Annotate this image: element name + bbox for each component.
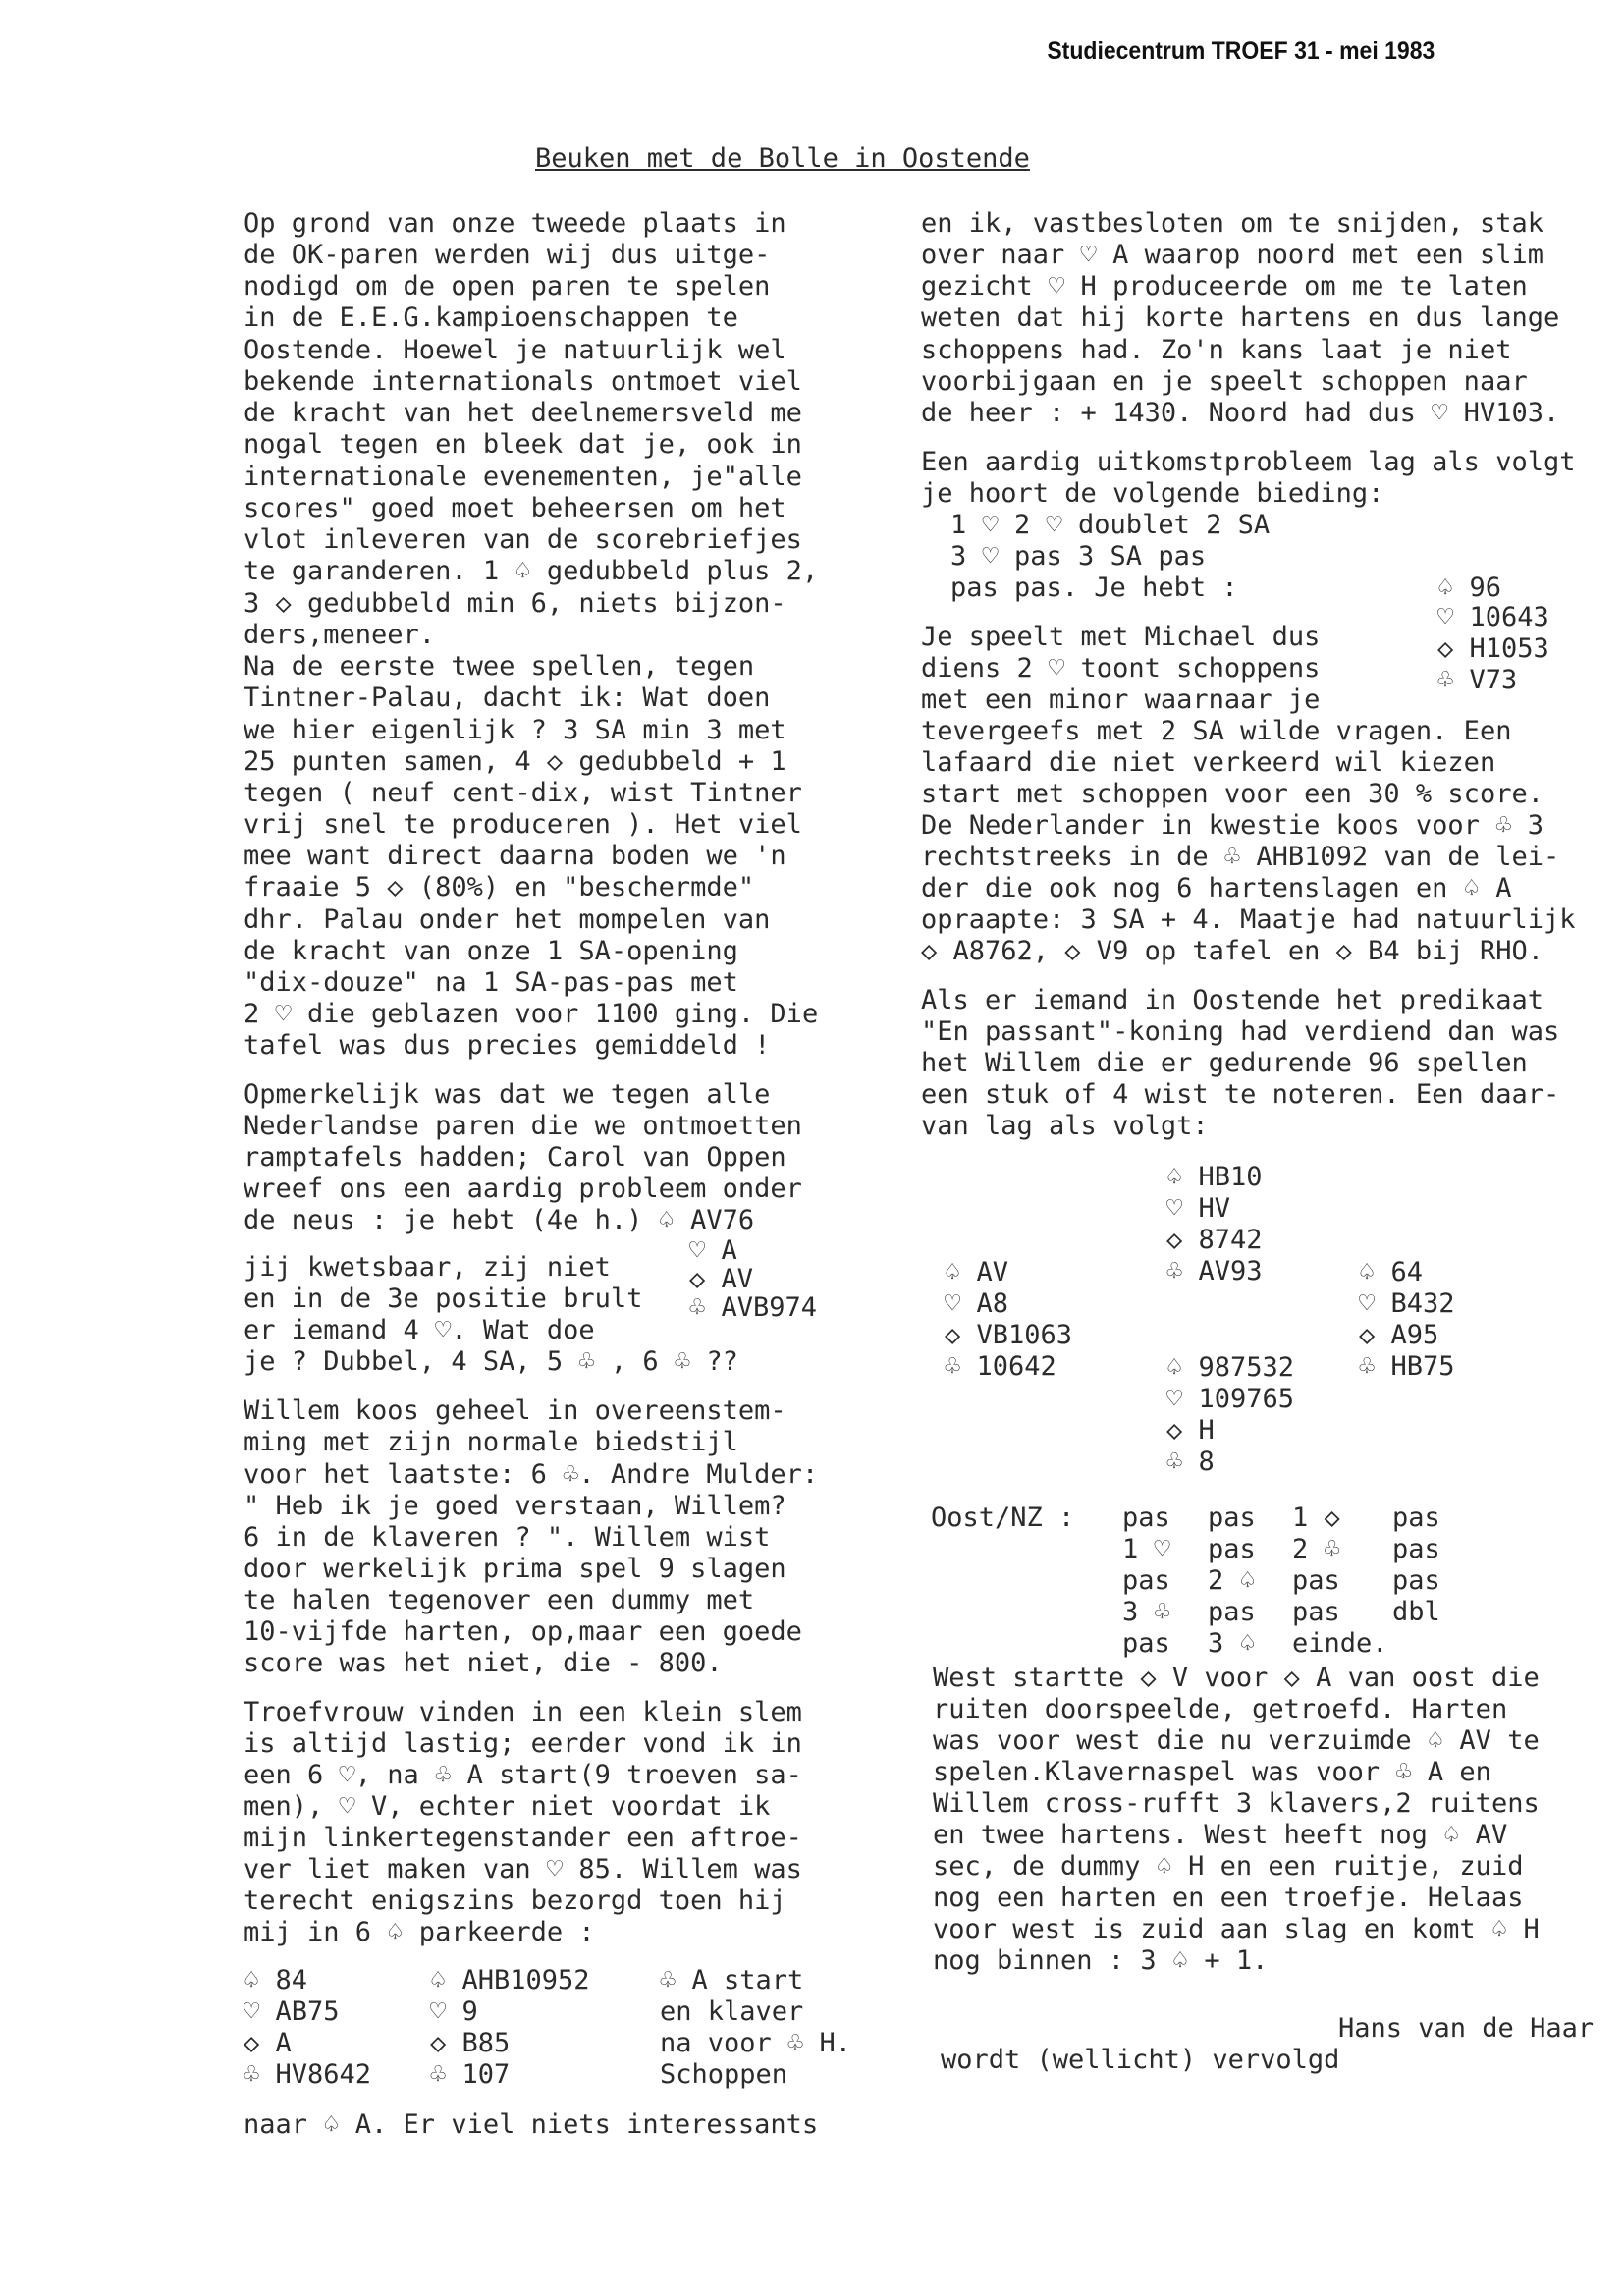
left-text-line: ◇ A: [244, 2028, 292, 2058]
south-hand-suit: ◇ H: [1166, 1415, 1215, 1446]
left-text-line: Schoppen: [660, 2059, 788, 2090]
left-text-line: ♡ A: [689, 1235, 737, 1266]
left-text-line: na voor ♧ H.: [660, 2028, 852, 2058]
south-hand-suit: ♧ 8: [1166, 1447, 1215, 1477]
right-text-line: diens 2 ♡ toont schoppens: [921, 653, 1321, 683]
left-text-line: te garanderen. 1 ♤ gedubbeld plus 2,: [244, 556, 819, 586]
auction-call: einde.: [1292, 1628, 1388, 1659]
auction-call: pas: [1122, 1628, 1170, 1659]
right-text-line: Willem cross-rufft 3 klavers,2 ruitens: [933, 1788, 1540, 1819]
left-text-line: 3 ◇ gedubbeld min 6, niets bijzon-: [244, 588, 786, 619]
left-text-line: te halen tegenover een dummy met: [244, 1585, 755, 1615]
left-text-line: ver liet maken van ♡ 85. Willem was: [244, 1854, 802, 1885]
author-signature: Hans van de Haar: [1338, 2013, 1595, 2044]
left-text-line: " Heb ik je goed verstaan, Willem?: [244, 1491, 786, 1521]
left-text-line: ders,meneer.: [244, 620, 436, 650]
auction-label: Oost/NZ :: [931, 1503, 1075, 1533]
right-text-line: Een aardig uitkomstprobleem lag als volgt: [921, 447, 1576, 477]
right-text-line: lafaard die niet verkeerd wil kiezen: [921, 747, 1496, 778]
right-text-line: 3 ♡ pas 3 SA pas: [950, 541, 1207, 572]
left-text-line: mijn linkertegenstander een aftroe-: [244, 1823, 802, 1853]
left-text-line: voor het laatste: 6 ♧. Andre Mulder:: [244, 1459, 819, 1490]
north-hand-suit: ♤ HB10: [1166, 1162, 1263, 1192]
left-text-line: wreef ons een aardig probleem onder: [244, 1174, 802, 1204]
right-text-line: start met schoppen voor een 30 % score.: [921, 779, 1543, 809]
left-text-line: Na de eerste twee spellen, tegen: [244, 651, 755, 682]
left-text-line: ♡ AB75: [244, 1996, 340, 2027]
right-text-line: van lag als volgt:: [921, 1111, 1209, 1141]
left-text-line: en in de 3e positie brult: [244, 1284, 643, 1314]
auction-call: pas: [1208, 1503, 1256, 1533]
auction-call: pas: [1208, 1597, 1256, 1627]
east-hand-suit: ♡ B432: [1359, 1288, 1455, 1319]
left-text-line: Oostende. Hoewel je natuurlijk wel: [244, 335, 786, 365]
left-text-line: ♤ 84: [244, 1965, 308, 1995]
right-text-line: De Nederlander in kwestie koos voor ♧ 3: [921, 810, 1543, 841]
left-text-line: 2 ♡ die geblazen voor 1100 ging. Die: [244, 999, 819, 1029]
west-hand-suit: ♤ AV: [945, 1257, 1009, 1287]
left-text-line: vrij snel te produceren ). Het viel: [244, 809, 802, 840]
right-text-line: West startte ◇ V voor ◇ A van oost die: [933, 1663, 1540, 1693]
right-text-line: Als er iemand in Oostende het predikaat: [921, 985, 1543, 1015]
auction-call: pas: [1122, 1565, 1170, 1596]
auction-call: pas: [1122, 1503, 1170, 1533]
right-text-line: je hoort de volgende bieding:: [921, 478, 1384, 509]
right-text-line: nog binnen : 3 ♤ + 1.: [933, 1945, 1269, 1976]
left-text-line: ♧ HV8642: [244, 2059, 372, 2090]
footer-note: wordt (wellicht) vervolgd: [941, 2045, 1340, 2075]
right-text-line: "En passant"-koning had verdiend dan was: [921, 1016, 1560, 1047]
left-text-line: we hier eigenlijk ? 3 SA min 3 met: [244, 715, 786, 745]
right-text-line: ◇ H1053: [1437, 633, 1549, 664]
right-text-line: ♧ V73: [1437, 665, 1518, 695]
north-hand-suit: ◇ 8742: [1166, 1225, 1263, 1255]
right-text-line: 1 ♡ 2 ♡ doublet 2 SA: [950, 510, 1271, 540]
right-text-line: rechtstreeks in de ♧ AHB1092 van de lei-: [921, 842, 1560, 872]
left-text-line: 25 punten samen, 4 ◇ gedubbeld + 1: [244, 746, 786, 777]
left-text-line: internationale evenementen, je"alle: [244, 462, 802, 492]
auction-call: pas: [1392, 1565, 1440, 1596]
left-text-line: ming met zijn normale biedstijl: [244, 1427, 738, 1457]
auction-call: 2 ♧: [1292, 1534, 1340, 1564]
auction-call: pas: [1208, 1534, 1256, 1564]
left-text-line: Willem koos geheel in overeenstem-: [244, 1395, 786, 1426]
auction-call: pas: [1292, 1597, 1340, 1627]
auction-call: pas: [1392, 1503, 1440, 1533]
right-text-line: een stuk of 4 wist te noteren. Een daar-: [921, 1079, 1560, 1110]
left-text-line: tegen ( neuf cent-dix, wist Tintner: [244, 778, 802, 808]
left-text-line: Tintner-Palau, dacht ik: Wat doen: [244, 683, 771, 713]
left-text-line: nodigd om de open paren te spelen: [244, 271, 771, 301]
right-text-line: opraapte: 3 SA + 4. Maatje had natuurlijk: [921, 904, 1576, 935]
left-text-line: vlot inleveren van de scorebriefjes: [244, 524, 802, 555]
right-text-line: ♡ 10643: [1437, 602, 1549, 632]
south-hand-suit: ♤ 987532: [1166, 1352, 1295, 1383]
north-hand-suit: ♡ HV: [1166, 1193, 1231, 1224]
left-text-line: ◇ B85: [430, 2028, 511, 2058]
left-text-line: en klaver: [660, 1996, 804, 2027]
west-hand-suit: ◇ VB1063: [945, 1320, 1073, 1350]
left-text-line: ♧ AVB974: [689, 1292, 818, 1323]
west-hand-suit: ♧ 10642: [945, 1351, 1056, 1382]
left-text-line: "dix-douze" na 1 SA-pas-pas met: [244, 967, 738, 998]
left-text-line: de neus : je hebt (4e h.) ♤ AV76: [244, 1205, 755, 1235]
left-text-line: een 6 ♡, na ♧ A start(9 troeven sa-: [244, 1760, 802, 1790]
left-text-line: nogal tegen en bleek dat je, ook in: [244, 429, 802, 460]
auction-call: 3 ♤: [1208, 1628, 1256, 1659]
right-text-line: en twee hartens. West heeft nog ♤ AV: [933, 1820, 1508, 1850]
right-text-line: was voor west die nu verzuimde ♤ AV te: [933, 1725, 1540, 1756]
left-text-line: mij in 6 ♤ parkeerde :: [244, 1917, 595, 1947]
left-text-line: ♧ A start: [660, 1965, 804, 1995]
right-text-line: en ik, vastbesloten om te snijden, stak: [921, 208, 1543, 239]
left-text-line: de OK-paren werden wij dus uitge-: [244, 240, 771, 270]
article-title: Beuken met de Bolle in Oostende: [535, 143, 1030, 174]
right-text-line: voorbijgaan en je speelt schoppen naar: [921, 366, 1528, 397]
left-text-line: Opmerkelijk was dat we tegen alle: [244, 1079, 771, 1110]
right-text-line: Je speelt met Michael dus: [921, 622, 1321, 652]
east-hand-suit: ♧ HB75: [1359, 1351, 1455, 1382]
left-text-line: ♧ 107: [430, 2059, 511, 2090]
left-text-line: in de E.E.G.kampioenschappen te: [244, 302, 738, 333]
auction-call: 3 ♧: [1122, 1597, 1170, 1627]
right-text-line: der die ook nog 6 hartenslagen en ♤ A: [921, 873, 1512, 903]
right-text-line: ◇ A8762, ◇ V9 op tafel en ◇ B4 bij RHO.: [921, 936, 1543, 966]
left-text-line: men), ♡ V, echter niet voordat ik: [244, 1791, 771, 1822]
right-text-line: over naar ♡ A waarop noord met een slim: [921, 240, 1543, 270]
auction-call: 2 ♤: [1208, 1565, 1256, 1596]
left-text-line: door werkelijk prima spel 9 slagen: [244, 1554, 786, 1584]
south-hand-suit: ♡ 109765: [1166, 1384, 1295, 1414]
east-hand-suit: ◇ A95: [1359, 1320, 1439, 1350]
left-text-line: scores" goed moet beheersen om het: [244, 493, 786, 523]
left-text-line: ♤ AHB10952: [430, 1965, 590, 1995]
left-text-line: dhr. Palau onder het mompelen van: [244, 904, 771, 935]
right-text-line: pas pas. Je hebt :: [950, 573, 1238, 603]
left-text-line: er iemand 4 ♡. Wat doe: [244, 1315, 595, 1345]
left-text-line: ◇ AV: [689, 1264, 754, 1294]
left-text-line: ♡ 9: [430, 1996, 478, 2027]
right-text-line: het Willem die er gedurende 96 spellen: [921, 1048, 1528, 1078]
left-text-line: ramptafels hadden; Carol van Oppen: [244, 1142, 786, 1173]
auction-call: pas: [1292, 1565, 1340, 1596]
page-header: Studiecentrum TROEF 31 - mei 1983: [1047, 37, 1435, 65]
right-text-line: voor west is zuid aan slag en komt ♤ H: [933, 1914, 1540, 1944]
right-text-line: ruiten doorspeelde, getroefd. Harten: [933, 1694, 1508, 1724]
left-text-line: fraaie 5 ◇ (80%) en "beschermde": [244, 872, 755, 902]
left-text-line: de kracht van onze 1 SA-opening: [244, 936, 738, 966]
right-text-line: met een minor waarnaar je: [921, 684, 1321, 715]
left-text-line: terecht enigszins bezorgd toen hij: [244, 1886, 786, 1916]
auction-call: pas: [1392, 1534, 1440, 1564]
right-text-line: ♤ 96: [1437, 573, 1502, 603]
left-text-line: 6 in de klaveren ? ". Willem wist: [244, 1522, 771, 1553]
right-text-line: spelen.Klavernaspel was voor ♧ A en: [933, 1757, 1491, 1787]
left-text-line: mee want direct daarna boden we 'n: [244, 841, 786, 871]
right-text-line: schoppens had. Zo'n kans laat je niet: [921, 335, 1512, 365]
right-text-line: sec, de dummy ♤ H en een ruitje, zuid: [933, 1851, 1524, 1882]
left-text-line: tafel was dus precies gemiddeld !: [244, 1030, 771, 1061]
left-text-line: is altijd lastig; eerder vond ik in: [244, 1728, 802, 1759]
auction-call: dbl: [1392, 1597, 1440, 1627]
west-hand-suit: ♡ A8: [945, 1288, 1009, 1319]
left-text-line: jij kwetsbaar, zij niet: [244, 1252, 611, 1283]
right-text-line: nog een harten en een troefje. Helaas: [933, 1883, 1524, 1913]
left-text-line: Troefvrouw vinden in een klein slem: [244, 1697, 802, 1727]
east-hand-suit: ♤ 64: [1359, 1257, 1424, 1287]
left-text-line: de kracht van het deelnemersveld me: [244, 398, 802, 428]
left-text-line: naar ♤ A. Er viel niets interessants: [244, 2109, 819, 2140]
north-hand-suit: ♧ AV93: [1166, 1256, 1263, 1286]
right-text-line: weten dat hij korte hartens en dus lange: [921, 302, 1560, 333]
left-text-line: je ? Dubbel, 4 SA, 5 ♧ , 6 ♧ ??: [244, 1346, 738, 1377]
left-text-line: score was het niet, die - 800.: [244, 1648, 723, 1678]
auction-call: 1 ♡: [1122, 1534, 1170, 1564]
right-text-line: de heer : + 1430. Noord had dus ♡ HV103.: [921, 398, 1560, 428]
right-text-line: gezicht ♡ H produceerde om me te laten: [921, 271, 1528, 301]
left-text-line: Nederlandse paren die we ontmoetten: [244, 1111, 802, 1141]
left-text-line: 10-vijfde harten, op,maar een goede: [244, 1616, 802, 1647]
auction-call: 1 ◇: [1292, 1503, 1340, 1533]
right-text-line: tevergeefs met 2 SA wilde vragen. Een: [921, 716, 1512, 746]
left-text-line: bekende internationals ontmoet viel: [244, 366, 802, 397]
left-text-line: Op grond van onze tweede plaats in: [244, 208, 786, 239]
